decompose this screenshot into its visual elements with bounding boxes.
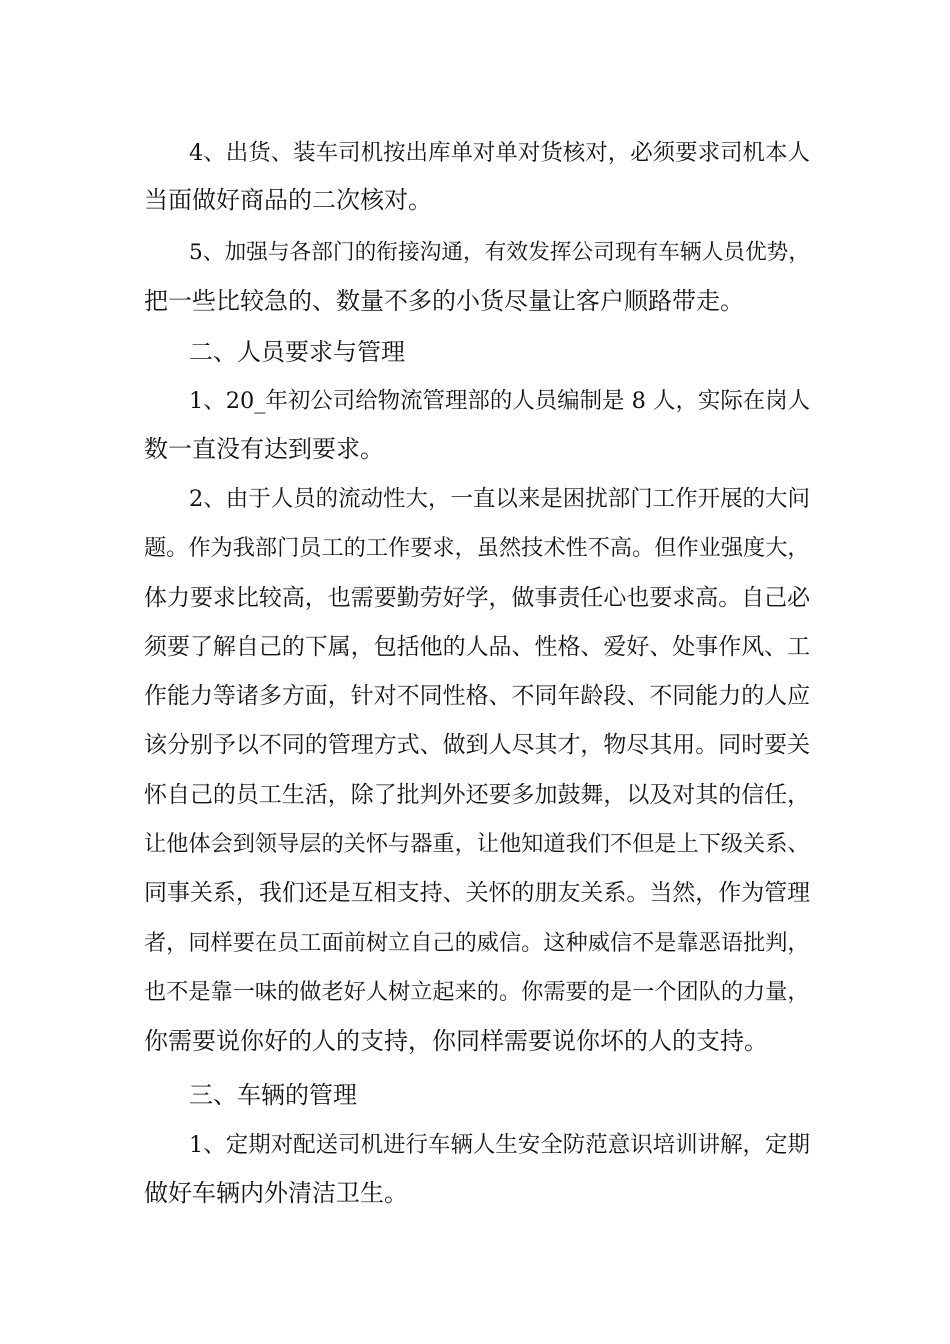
text-line: 怀自己的员工生活，除了批判外还要多加鼓舞，以及对其的信任，: [144, 782, 811, 808]
text-line: 者，同样要在员工面前树立自己的威信。这种威信不是靠恶语批判，: [144, 930, 810, 956]
text-line: 4、出货、装车司机按出库单对单对货核对，必须要求司机本人: [189, 140, 810, 166]
section-heading: 三、车辆的管理: [189, 1081, 357, 1109]
text-line: 同事关系，我们还是互相支持、关怀的朋友关系。当然，作为管理: [144, 880, 811, 906]
text-line: 体力要求比较高，也需要勤劳好学，做事责任心也要求高。自己必: [144, 585, 811, 611]
text-line: 2、由于人员的流动性大，一直以来是困扰部门工作开展的大问: [189, 486, 810, 512]
section-heading: 二、人员要求与管理: [189, 338, 405, 366]
text-line: 当面做好商品的二次核对。: [144, 186, 432, 214]
text-line: 做好车辆内外清洁卫生。: [144, 1179, 408, 1207]
text-line: 须要了解自己的下属，包括他的人品、性格、爱好、处事作风、工: [144, 634, 811, 660]
text-line: 让他体会到领导层的关怀与器重，让他知道我们不但是上下级关系、: [144, 831, 810, 857]
text-line: 1、20_年初公司给物流管理部的人员编制是 8 人，实际在岗人: [189, 388, 811, 414]
text-line: 5、加强与各部门的衔接沟通，有效发挥公司现有车辆人员优势，: [189, 240, 811, 265]
text-line: 把一些比较急的、数量不多的小货尽量让客户顺路带走。: [144, 287, 744, 315]
text-line: 作能力等诸多方面，针对不同性格、不同年龄段、不同能力的人应: [144, 683, 811, 709]
text-line: 数一直没有达到要求。: [144, 435, 384, 463]
text-line: 题。作为我部门员工的工作要求，虽然技术性不高。但作业强度大，: [144, 535, 810, 561]
text-line: 该分别予以不同的管理方式、做到人尽其才，物尽其用。同时要关: [144, 732, 811, 758]
text-line: 你需要说你好的人的支持，你同样需要说你坏的人的支持。: [144, 1027, 768, 1055]
text-line: 也不是靠一味的做老好人树立起来的。你需要的是一个团队的力量，: [144, 979, 810, 1005]
text-line: 1、定期对配送司机进行车辆人生安全防范意识培训讲解，定期: [189, 1132, 810, 1158]
